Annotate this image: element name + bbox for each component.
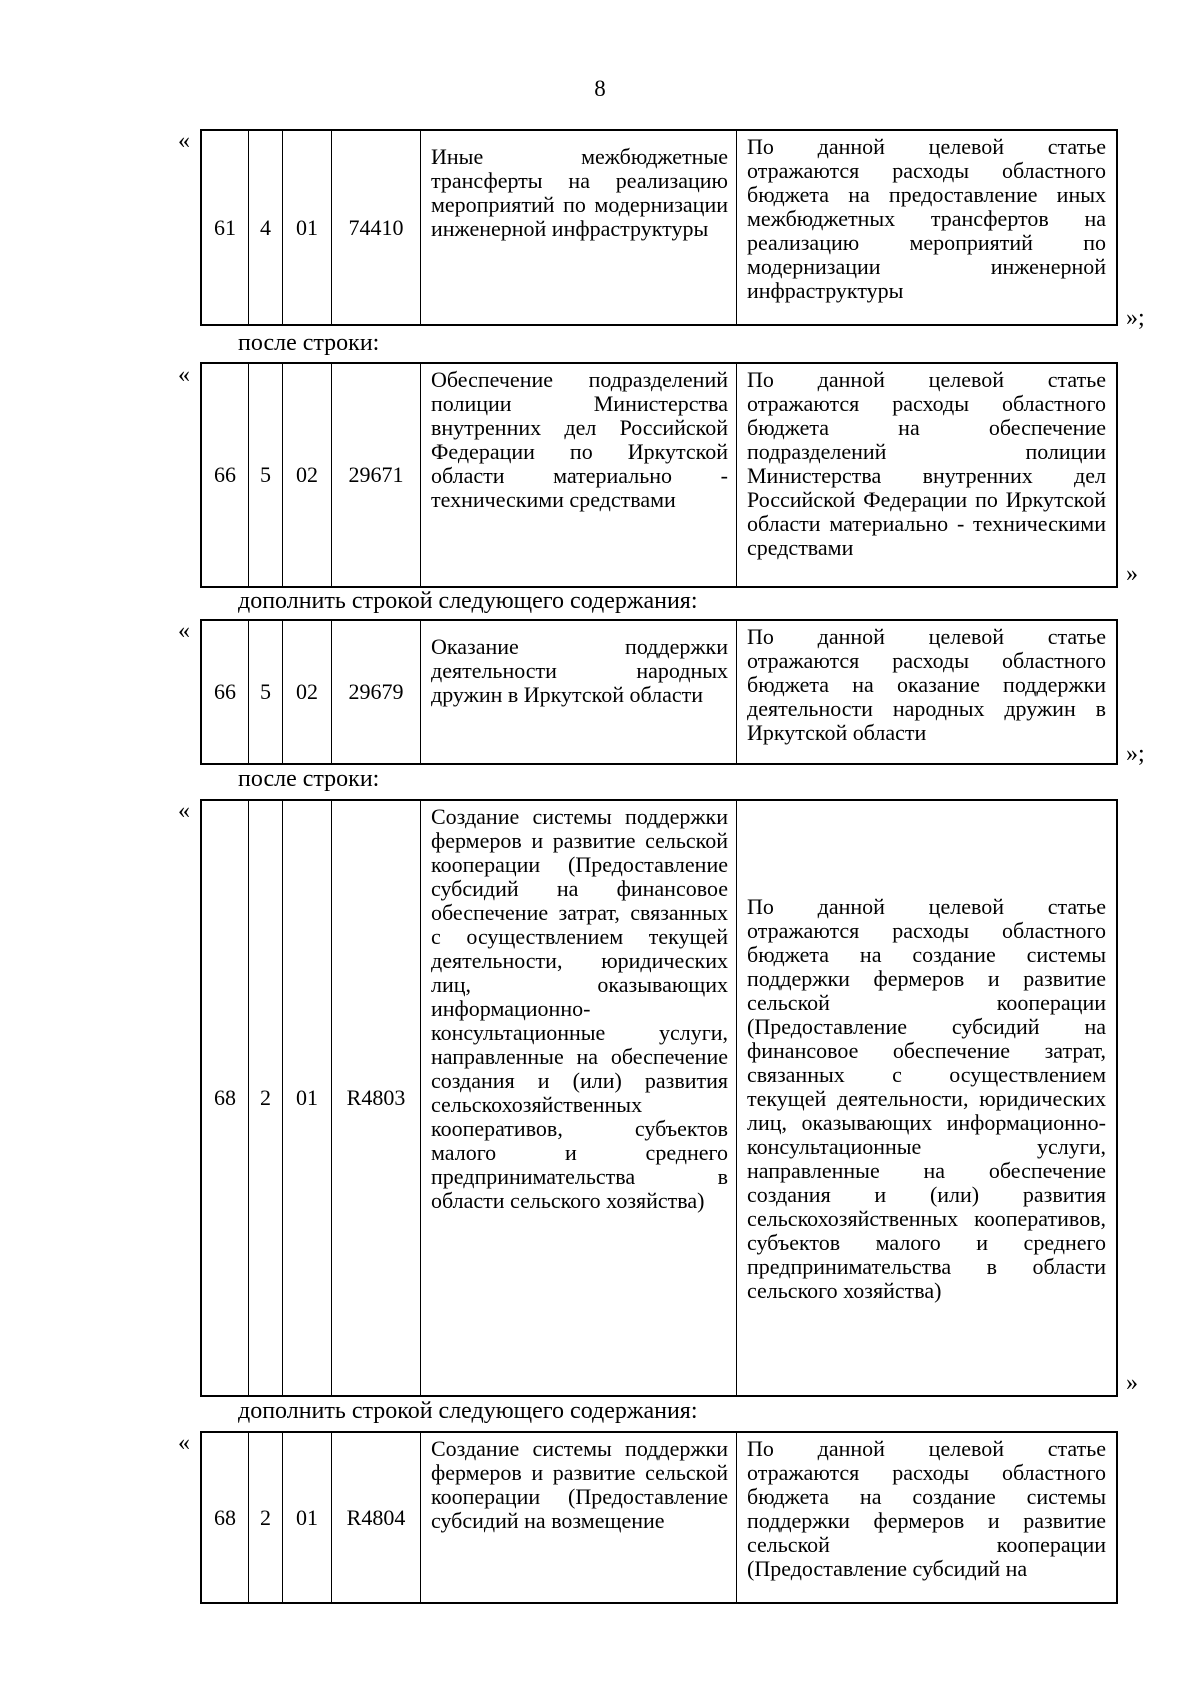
- caption-after-row: после строки:: [238, 330, 380, 356]
- cell-code-1: 66: [202, 364, 249, 586]
- open-quote: «: [178, 128, 190, 154]
- cell-name: Обеспечение подразделений полиции Министерства внутренних дел Российской Федерации по Иркутской области материально - техническими средствами: [421, 364, 737, 586]
- cell-description: По данной целевой статье отражаются расходы областного бюджета на предоставление иных межбюджетных трансфертов на реализацию мероприятий по модернизации инженерной инфраструктуры: [737, 131, 1117, 324]
- caption-add-row: дополнить строкой следующего содержания:: [238, 588, 698, 614]
- cell-code-2: 4: [249, 131, 283, 324]
- cell-code-1: 61: [202, 131, 249, 324]
- cell-code-4: 29679: [332, 621, 421, 763]
- cell-description: По данной целевой статье отражаются расходы областного бюджета на создание системы поддержки фермеров и развитие сельской кооперации (Предоставление субсидий на: [737, 1433, 1117, 1602]
- close-quote: »: [1126, 561, 1138, 587]
- cell-code-3: 02: [283, 364, 332, 586]
- cell-code-3: 01: [283, 801, 332, 1395]
- cell-description: По данной целевой статье отражаются расходы областного бюджета на обеспечение подразделений полиции Министерства внутренних дел Российской Федерации по Иркутской области материально - техническими средствами: [737, 364, 1117, 586]
- cell-code-2: 5: [249, 621, 283, 763]
- open-quote: «: [178, 362, 190, 388]
- cell-code-1: 68: [202, 801, 249, 1395]
- cell-code-3: 01: [283, 1433, 332, 1602]
- close-quote: »: [1126, 1370, 1138, 1396]
- cell-code-4: R4803: [332, 801, 421, 1395]
- cell-code-1: 66: [202, 621, 249, 763]
- caption-after-row: после строки:: [238, 766, 380, 792]
- cell-code-4: R4804: [332, 1433, 421, 1602]
- cell-name: Оказание поддержки деятельности народных дружин в Иркутской области: [421, 621, 737, 763]
- cell-code-4: 74410: [332, 131, 421, 324]
- table-row-5: [200, 1431, 1118, 1604]
- table-row-2: [200, 362, 1118, 588]
- cell-name: Иные межбюджетные трансферты на реализацию мероприятий по модернизации инженерной инфраструктуры: [421, 131, 737, 324]
- table-row-3: [200, 619, 1118, 765]
- cell-description: По данной целевой статье отражаются расходы областного бюджета на создание системы поддержки фермеров и развитие сельской кооперации (Предоставление субсидий на финансовое обеспечение затрат, связанных с осуществлением текущей деятельности, юридических лиц, оказывающих информационно-консультационные услуги, направленные на обеспечение создания и (или) развития сельскохозяйственных кооперативов, субъектов малого и среднего предпринимательства в области сельского хозяйства): [737, 801, 1117, 1395]
- table-row-1: [200, 129, 1118, 326]
- cell-code-2: 2: [249, 801, 283, 1395]
- close-quote: »;: [1126, 305, 1145, 331]
- cell-code-4: 29671: [332, 364, 421, 586]
- open-quote: «: [178, 618, 190, 644]
- cell-code-1: 68: [202, 1433, 249, 1602]
- caption-add-row: дополнить строкой следующего содержания:: [238, 1398, 698, 1424]
- open-quote: «: [178, 1430, 190, 1456]
- cell-code-3: 01: [283, 131, 332, 324]
- page-number: 8: [594, 76, 606, 101]
- cell-code-2: 5: [249, 364, 283, 586]
- open-quote: «: [178, 798, 190, 824]
- cell-description: По данной целевой статье отражаются расходы областного бюджета на оказание поддержки деятельности народных дружин в Иркутской области: [737, 621, 1117, 763]
- cell-name: Создание системы поддержки фермеров и развитие сельской кооперации (Предоставление субсидий на финансовое обеспечение затрат, связанных с осуществлением текущей деятельности, юридических лиц, оказывающих информационно-консультационные услуги, направленные на обеспечение создания и (или) развития сельскохозяйственных кооперативов, субъектов малого и среднего предпринимательства в области сельского хозяйства): [421, 801, 737, 1395]
- close-quote: »;: [1126, 741, 1145, 767]
- cell-code-2: 2: [249, 1433, 283, 1602]
- table-row-4: [200, 799, 1118, 1397]
- cell-code-3: 02: [283, 621, 332, 763]
- cell-name: Создание системы поддержки фермеров и развитие сельской кооперации (Предоставление субсидий на возмещение: [421, 1433, 737, 1602]
